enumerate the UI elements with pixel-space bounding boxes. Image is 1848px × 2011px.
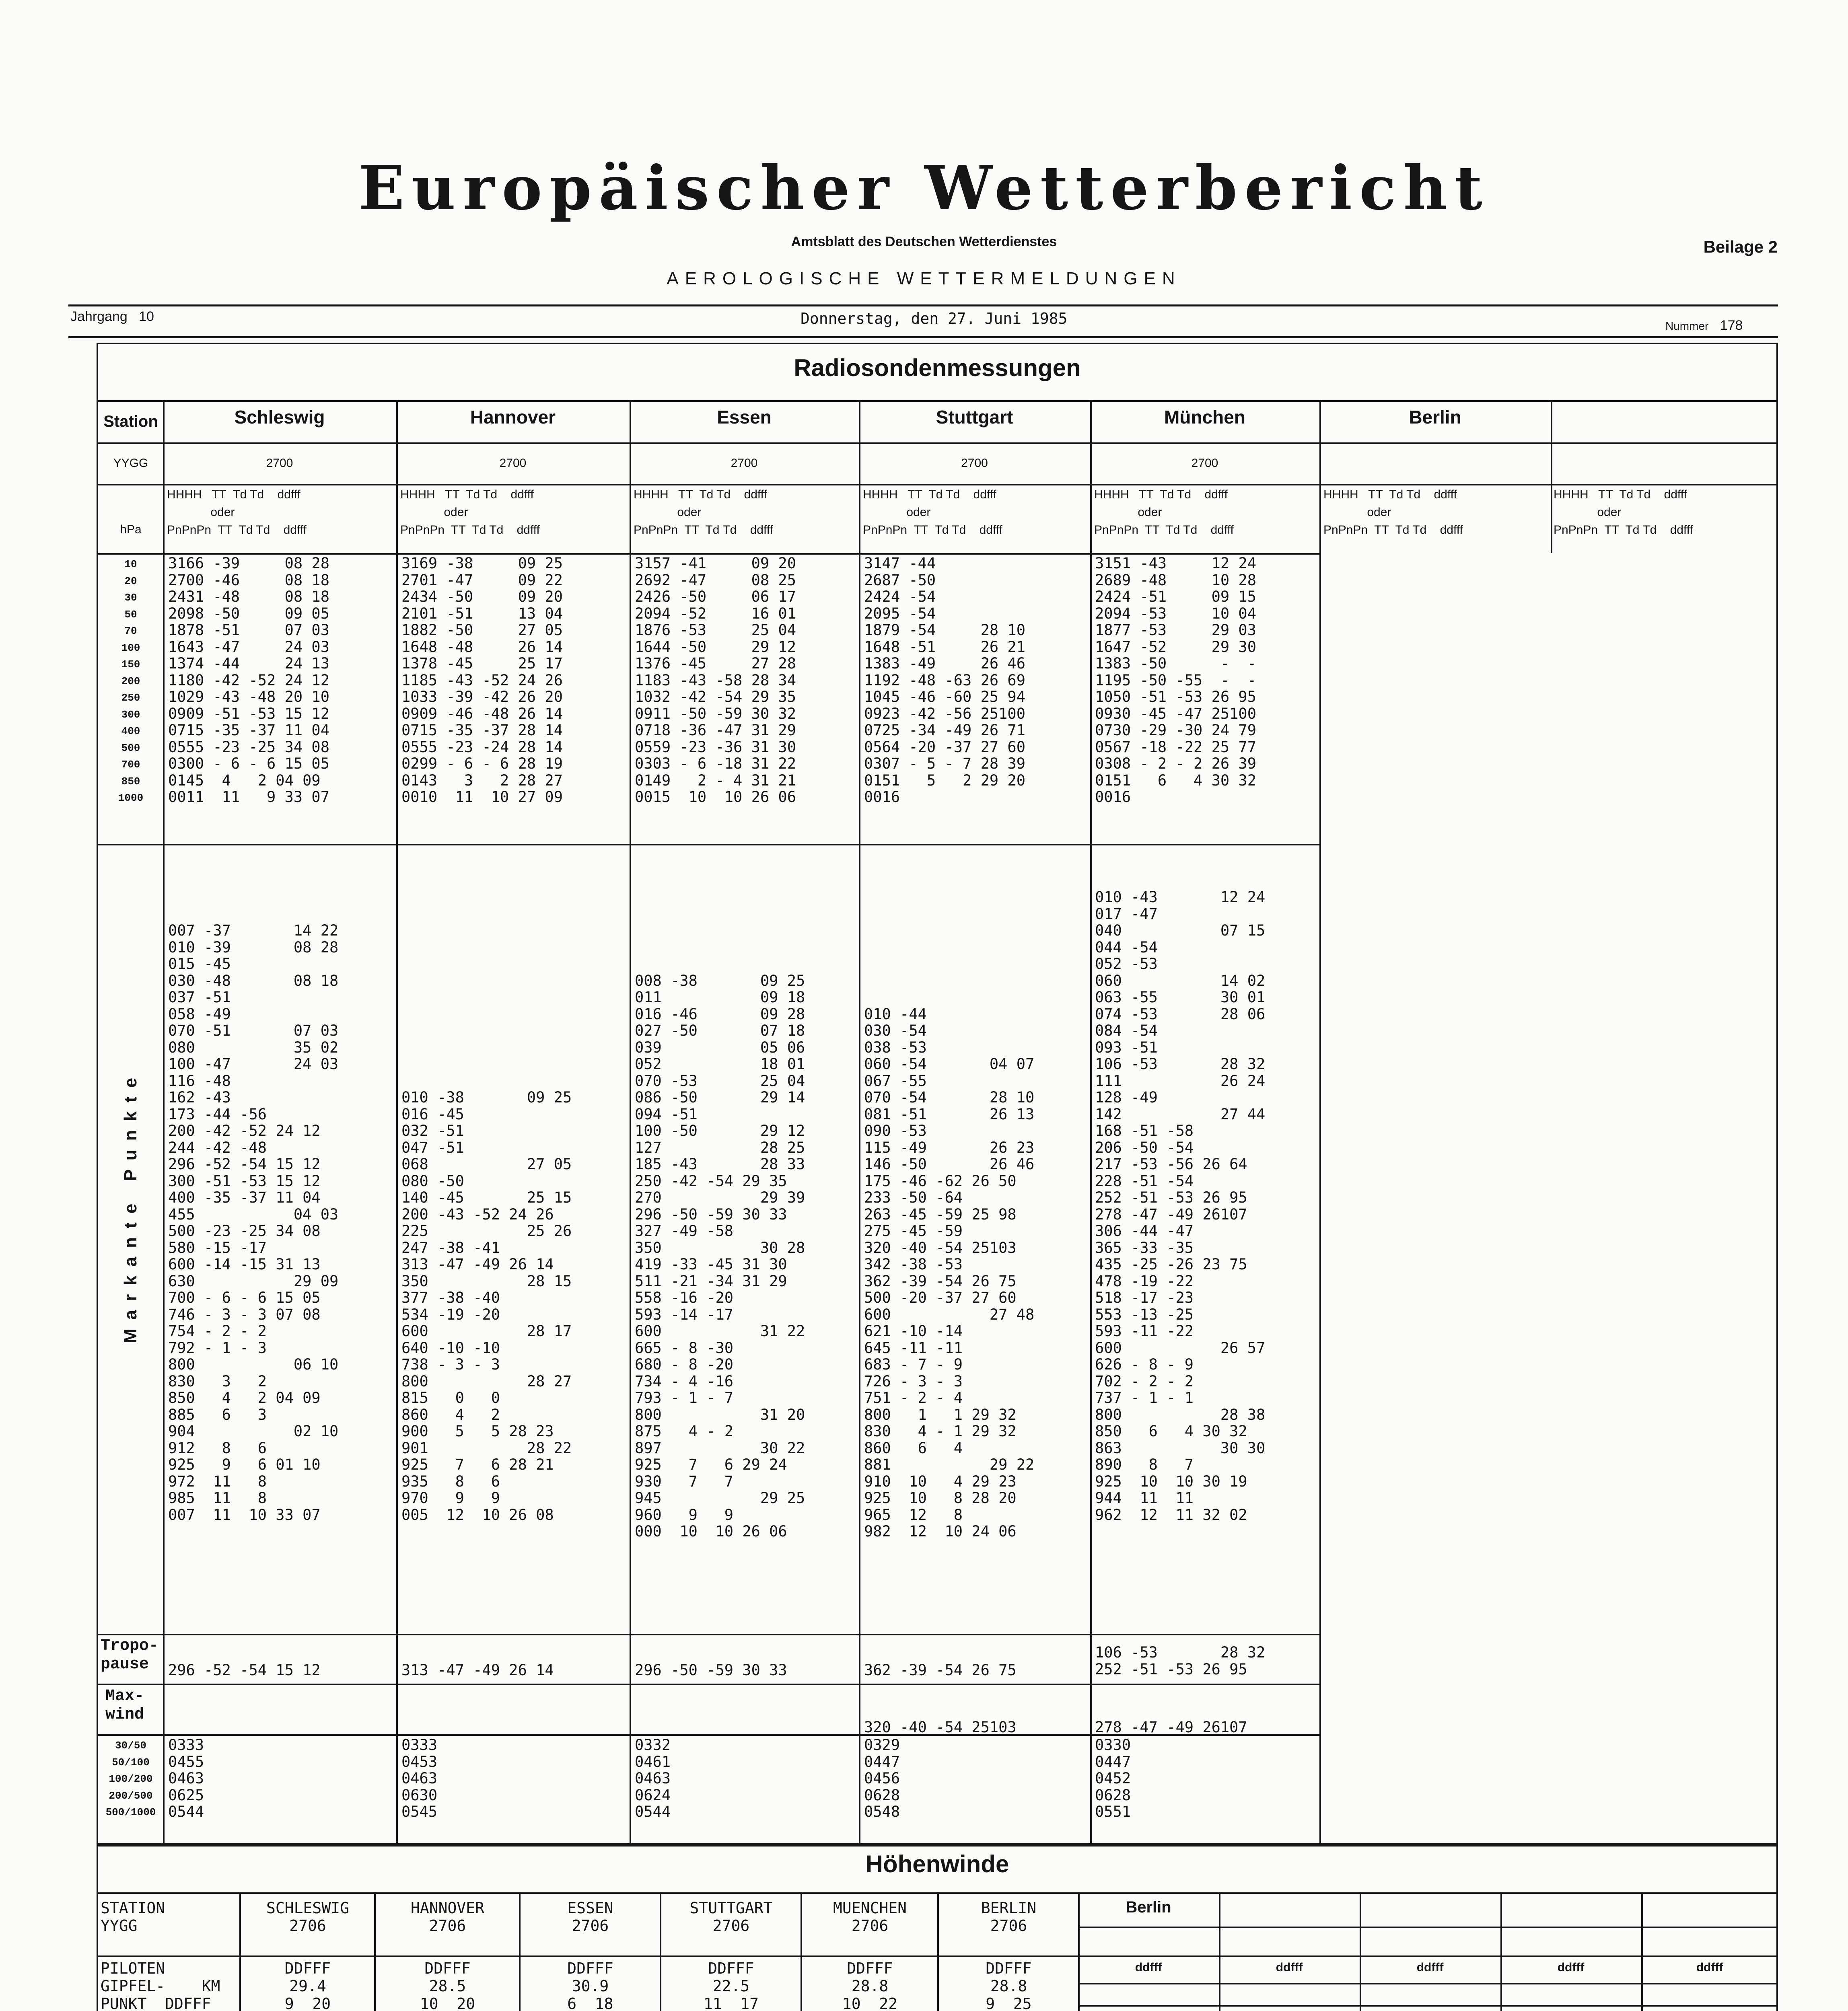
station-stuttgart: Stuttgart xyxy=(936,407,1013,428)
standard-levels-schleswig: 3166 -39 08 28 2700 -46 08 18 2431 -48 08 18 2098 -50 09 05 1878 -51 07 03 1643 -47 24 03 1374 -44 24 13 1180 -42 -52 24 12 1029 -43 -48 20 10 0909 -51 -53 15 12 0715 -35 -37 11 04 0555 -23 -25 34 08 0300 - 6 - 6 15 05 0145 4 2 04 09 0011 11 9 33 07 xyxy=(168,555,329,806)
issue-date: Donnerstag, den 27. Juni 1985 xyxy=(801,310,1068,327)
row-divider xyxy=(97,844,1319,845)
station-label: Station xyxy=(103,413,158,430)
max-wind-label: Max- wind xyxy=(105,1687,144,1724)
wind-station-schleswig: SCHLESWIG 2706 xyxy=(266,1899,349,1935)
yygg-value: 2700 xyxy=(499,456,527,470)
pilot-peak-header: PILOTEN GIPFEL- KM PUNKT DDFFF xyxy=(101,1960,220,2011)
header-rule-top xyxy=(68,304,1778,306)
column-header: HHHH TT Td Td ddfff oder PnPnPn TT Td Td ddfff xyxy=(167,488,307,537)
station-hannover: Hannover xyxy=(470,407,556,428)
right-col-ddfff: ddfff xyxy=(1135,1961,1162,1974)
pilot-peak-hannover: DDFFF 28.5 10 20 xyxy=(420,1960,475,2011)
tropopause-label: Tropo- pause xyxy=(101,1637,159,1674)
row-divider xyxy=(1078,1983,1778,1984)
pressure-level-labels: 10 20 30 50 70 100 150 200 250 300 400 500 700 850 1000 xyxy=(118,558,144,804)
column-header: HHHH TT Td Td ddfff oder PnPnPn TT Td Td ddfff xyxy=(1323,488,1463,537)
col-divider xyxy=(630,400,631,1845)
yygg-label: YYGG xyxy=(113,456,148,470)
pilot-peak-stuttgart: DDFFF 22.5 11 17 xyxy=(703,1960,759,2011)
significant-points-essen: 008 -38 09 25 011 09 18 016 -46 09 28 027 -50 07 18 039 05 06 052 18 01 070 -53 25 04 086 -50 29 14 094 -51 100 -50 29 12 127 28 25 185 -43 28 33 250 -42 -54 29 35 270 29 39 296 -50 -59 30 33 327 -49 -58 350 30 28 419 -33 -45 31 30 511 -21 -34 31 29 558 -16 -20 593 -14 -17 600 31 22 665 - 8 -30 680 - 8 -20 734 - 4 -16 793 - 1 - 7 800 31 20 875 4 - 2 897 30 22 925 7 6 29 24 930 7 7 945 29 25 960 9 9 000 10 10 26 06 xyxy=(635,972,805,1540)
wind-station-hannover: HANNOVER 2706 xyxy=(410,1899,485,1935)
shear-layer-labels: 30/50 50/100 100/200 200/500 500/1000 xyxy=(105,1740,156,1818)
shear-muenchen: 0330 0447 0452 0628 0551 xyxy=(1095,1736,1131,1820)
col-divider xyxy=(1090,400,1092,1845)
right-col-ddfff: ddfff xyxy=(1696,1961,1723,1974)
col-divider xyxy=(1360,1892,1361,2011)
pilot-peak-schleswig: DDFFF 29.4 9 20 xyxy=(284,1960,331,2011)
column-header: HHHH TT Td Td ddfff oder PnPnPn TT Td Td ddfff xyxy=(400,488,540,537)
supplement-label: Beilage 2 xyxy=(1703,237,1778,256)
col-divider xyxy=(396,400,398,1845)
row-divider xyxy=(97,1955,1078,1957)
col-divider xyxy=(1641,1892,1643,2011)
station-berlin: Berlin xyxy=(1409,407,1461,428)
col-divider xyxy=(937,1892,939,2011)
pilot-peak-essen: DDFFF 30.9 6 18 xyxy=(567,1960,613,2011)
col-divider xyxy=(519,1892,521,2011)
tropopause-schleswig: 296 -52 -54 15 12 xyxy=(168,1661,321,1679)
wind-station-muenchen: MUENCHEN 2706 xyxy=(833,1899,907,1935)
right-station-berlin: Berlin xyxy=(1126,1898,1171,1916)
shear-schleswig: 0333 0455 0463 0625 0544 xyxy=(168,1736,204,1820)
col-divider xyxy=(163,400,165,1845)
yygg-value: 2700 xyxy=(266,456,293,470)
shear-hannover: 0333 0453 0463 0630 0545 xyxy=(401,1736,438,1820)
standard-levels-hannover: 3169 -38 09 25 2701 -47 09 22 2434 -50 09 20 2101 -51 13 04 1882 -50 27 05 1648 -48 26 14 1378 -45 25 17 1185 -43 -52 24 26 1033 -39 -42 26 20 0909 -46 -48 26 14 0715 -35 -37 28 14 0555 -23 -24 28 14 0299 - 6 - 6 28 19 0143 3 2 28 27 0010 11 10 27 09 xyxy=(401,555,563,806)
yygg-value: 2700 xyxy=(1191,456,1218,470)
page-title: Europäischer Wetterbericht xyxy=(358,153,1490,224)
wind-station-stuttgart: STUTTGART 2706 xyxy=(689,1899,773,1935)
pilot-peak-muenchen: DDFFF 28.8 10 22 xyxy=(842,1960,898,2011)
publisher-subtitle: Amtsblatt des Deutschen Wetterdienstes xyxy=(791,234,1057,249)
significant-points-label: Markante Punkte xyxy=(121,1069,140,1343)
col-divider xyxy=(239,1892,241,2011)
significant-points-schleswig: 007 -37 14 22 010 -39 08 28 015 -45 030 -48 08 18 037 -51 058 -49 070 -51 07 03 080 35 02 100 -47 24 03 116 -48 162 -43 173 -44 -56 200 -42 -52 24 12 244 -42 -48 296 -52 -54 15 12 300 -51 -53 15 12 400 -35 -37 11 04 455 04 03 500 -23 -25 34 08 580 -15 -17 600 -14 -15 31 13 630 29 09 700 - 6 - 6 15 05 746 - 3 - 3 07 08 754 - 2 - 2 792 - 1 - 3 800 06 10 830 3 2 850 4 2 04 09 885 6 3 904 02 10 912 8 6 925 9 6 01 10 972 11 8 985 11 8 007 11 10 33 07 xyxy=(168,922,339,1524)
column-header: HHHH TT Td Td ddfff oder PnPnPn TT Td Td ddfff xyxy=(863,488,1002,537)
yygg-value: 2700 xyxy=(731,456,758,470)
hpa-label: hPa xyxy=(120,523,142,536)
significant-points-stuttgart: 010 -44 030 -54 038 -53 060 -54 04 07 067 -55 070 -54 28 10 081 -51 26 13 090 -53 115 -49 26 23 146 -50 26 46 175 -46 -62 26 50 233 -50 -64 263 -45 -59 25 98 275 -45 -59 320 -40 -54 25103 342 -38 -53 362 -39 -54 26 75 500 -20 -37 27 60 600 27 48 621 -10 -14 645 -11 -11 683 - 7 - 9 726 - 3 - 3 751 - 2 - 4 800 1 1 29 32 830 4 - 1 29 32 860 6 4 881 29 22 910 10 4 29 23 925 10 8 28 20 965 12 8 982 12 10 24 06 xyxy=(864,1005,1035,1540)
col-divider xyxy=(801,1892,802,2011)
tropopause-essen: 296 -50 -59 30 33 xyxy=(635,1661,787,1679)
wind-station-berlin: BERLIN 2706 xyxy=(981,1899,1037,1935)
col-divider xyxy=(374,1892,376,2011)
shear-essen: 0332 0461 0463 0624 0544 xyxy=(635,1736,671,1820)
station-muenchen: München xyxy=(1164,407,1245,428)
standard-levels-essen: 3157 -41 09 20 2692 -47 08 25 2426 -50 06 17 2094 -52 16 01 1876 -53 25 04 1644 -50 29 12 1376 -45 27 28 1183 -43 -58 28 34 1032 -42 -54 29 35 0911 -50 -59 30 32 0718 -36 -47 31 29 0559 -23 -36 31 30 0303 - 6 -18 31 22 0149 2 - 4 31 21 0015 10 10 26 06 xyxy=(635,555,796,806)
year-label: Jahrgang 10 xyxy=(70,309,154,324)
tropopause-stuttgart: 362 -39 -54 26 75 xyxy=(864,1661,1017,1679)
row-divider xyxy=(97,1634,1319,1635)
col-divider xyxy=(1219,1892,1220,2011)
col-divider xyxy=(1500,1892,1502,2011)
shear-stuttgart: 0329 0447 0456 0628 0548 xyxy=(864,1736,900,1820)
col-divider xyxy=(1551,400,1552,553)
row-divider xyxy=(97,1684,1319,1685)
station-schleswig: Schleswig xyxy=(234,407,325,428)
standard-levels-muenchen: 3151 -43 12 24 2689 -48 10 28 2424 -51 09 15 2094 -53 10 04 1877 -53 29 03 1647 -52 29 30 1383 -50 - - 1195 -50 -55 - - 1050 -51 -53 26 95 0930 -45 -47 25100 0730 -29 -30 24 79 0567 -18 -22 25 77 0308 - 2 - 2 26 39 0151 6 4 30 32 0016 xyxy=(1095,555,1256,806)
row-divider xyxy=(97,484,1778,485)
row-divider xyxy=(1078,1955,1778,1957)
col-divider xyxy=(1319,400,1321,1845)
standard-levels-stuttgart: 3147 -44 2687 -50 2424 -54 2095 -54 1879 -54 28 10 1648 -51 26 21 1383 -49 26 46 1192 -48 -63 26 69 1045 -46 -60 25 94 0923 -42 -56 25100 0725 -34 -49 26 71 0564 -20 -37 27 60 0307 - 5 - 7 28 39 0151 5 2 29 20 0016 xyxy=(864,555,1025,806)
row-divider xyxy=(1078,1927,1778,1928)
right-col-ddfff: ddfff xyxy=(1276,1961,1303,1974)
right-col-ddfff: ddfff xyxy=(1557,1961,1585,1974)
header-rule-bottom xyxy=(68,336,1778,338)
yygg-value: 2700 xyxy=(961,456,988,470)
tropopause-muenchen: 106 -53 28 32 252 -51 -53 26 95 xyxy=(1095,1644,1266,1678)
col-divider xyxy=(859,400,860,1845)
issue-number: Nummer 178 xyxy=(1665,318,1743,333)
upper-winds-title: Höhenwinde xyxy=(865,1851,1009,1877)
row-divider xyxy=(1078,2005,1778,2007)
wind-station-header: STATION YYGG xyxy=(101,1899,165,1935)
section-heading: AEROLOGISCHE WETTERMELDUNGEN xyxy=(667,269,1181,288)
column-header: HHHH TT Td Td ddfff oder PnPnPn TT Td Td ddfff xyxy=(634,488,773,537)
wind-station-essen: ESSEN 2706 xyxy=(567,1899,613,1935)
tropopause-hannover: 313 -47 -49 26 14 xyxy=(401,1661,554,1679)
col-divider xyxy=(660,1892,661,2011)
column-header: HHHH TT Td Td ddfff oder PnPnPn TT Td Td ddfff xyxy=(1094,488,1234,537)
right-col-ddfff: ddfff xyxy=(1416,1961,1444,1974)
significant-points-hannover: 010 -38 09 25 016 -45 032 -51 047 -51 068 27 05 080 -50 140 -45 25 15 200 -43 -52 24 26 225 25 26 247 -38 -41 313 -47 -49 26 14 350 28 15 377 -38 -40 534 -19 -20 600 28 17 640 -10 -10 738 - 3 - 3 800 28 27 815 0 0 860 4 2 900 5 5 28 23 901 28 22 925 7 6 28 21 935 8 6 970 9 9 005 12 10 26 08 xyxy=(401,1089,572,1524)
max-wind-muenchen: 278 -47 -49 26107 xyxy=(1095,1719,1247,1736)
max-wind-stuttgart: 320 -40 -54 25103 xyxy=(864,1719,1017,1736)
row-divider xyxy=(97,442,1778,444)
column-header: HHHH TT Td Td ddfff oder PnPnPn TT Td Td ddfff xyxy=(1554,488,1693,537)
pilot-peak-berlin: DDFFF 28.8 9 25 xyxy=(986,1960,1032,2011)
radiosonde-title: Radiosondenmessungen xyxy=(794,354,1081,381)
significant-points-muenchen: 010 -43 12 24 017 -47 040 07 15 044 -54 052 -53 060 14 02 063 -55 30 01 074 -53 28 06 084 -54 093 -51 106 -53 28 32 111 26 24 128 -49 142 27 44 168 -51 -58 206 -50 -54 217 -53 -56 26 64 228 -51 -54 252 -51 -53 26 95 278 -47 -49 26107 306 -44 -47 365 -33 -35 435 -25 -26 23 75 478 -19 -22 518 -17 -23 553 -13 -25 593 -11 -22 600 26 57 626 - 8 - 9 702 - 2 - 2 737 - 1 - 1 800 28 38 850 6 4 30 32 863 30 30 890 8 7 925 10 10 30 19 944 11 11 962 12 11 32 02 xyxy=(1095,888,1266,1524)
station-essen: Essen xyxy=(717,407,772,428)
